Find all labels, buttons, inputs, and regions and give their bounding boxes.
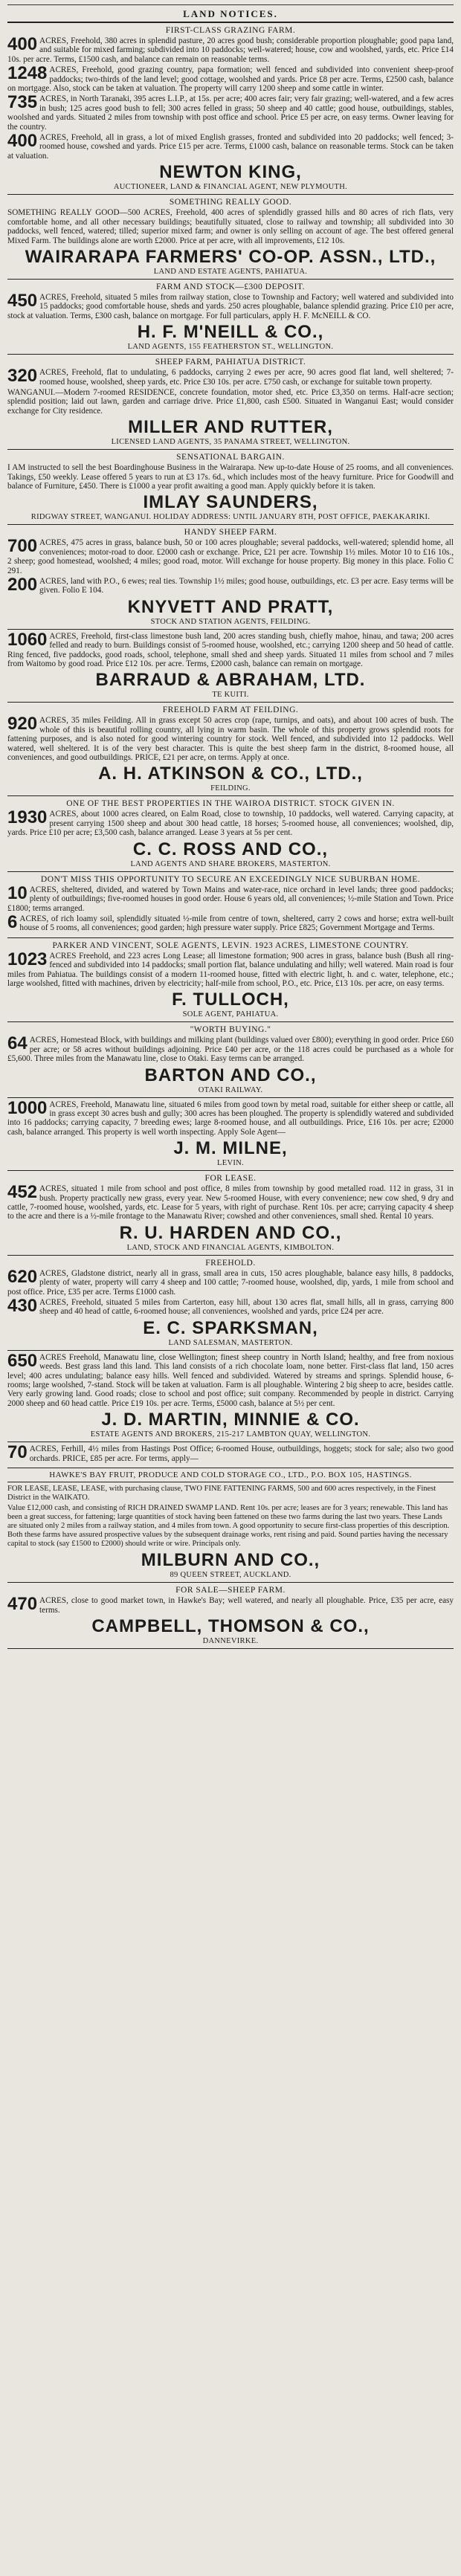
last-ad-text: ACRES, close to good market town, in Hawke's Bay; well watered, and nearly all ploughable. Price, £35 per acre, easy terms. <box>39 1596 454 1615</box>
ad-title: "WORTH BUYING." <box>190 1025 271 1035</box>
land-ad <box>7 525 454 629</box>
agent-name: J. D. MARTIN, MINNIE & CO. <box>101 1410 360 1430</box>
listing-acres-number: 620 <box>7 1266 38 1287</box>
top-rule <box>7 4 454 5</box>
last-ad-num: 470 <box>7 1594 38 1615</box>
listing <box>7 1033 454 1064</box>
listing <box>7 208 454 245</box>
listing-text: ACRES, 475 acres in grass, balance bush, 50 or 100 acres ploughable; several paddocks, well-watered; splendid home, all conveniences; motor-road to door. £2000 cash or exchange. Price, £21 per acre. Township 1½ miles. Motor 10 to £16 10s., 2 sheep; good homestead, woolshed; 4 miles; good road, motor. Will exchange for house property. Big money in this place. Folio C 291. <box>7 538 454 575</box>
agent-name: WAIRARAPA FARMERS' CO-OP. ASSN., LTD., <box>25 246 436 267</box>
ad-title: FOR LEASE. <box>204 1174 257 1184</box>
agent-name: NEWTON KING, <box>159 162 302 183</box>
agent-address: LAND, STOCK AND FINANCIAL AGENTS, KIMBOLTON. <box>126 1243 335 1252</box>
agent-name: C. C. ROSS AND CO., <box>132 839 329 859</box>
agent-name: BARTON AND CO., <box>144 1065 317 1085</box>
land-ad <box>7 23 454 195</box>
agent-address: ESTATE AGENTS AND BROKERS, 215-217 LAMBTON QUAY, WELLINGTON. <box>90 1430 371 1439</box>
agent-name: IMLAY SAUNDERS, <box>143 492 318 513</box>
land-ad <box>7 280 454 355</box>
land-ad <box>7 796 454 871</box>
listing-text: ACRES, land with P.O., 6 ewes; real ties. Township 1½ miles; good house, outbuildings, etc. £3 per acre. Easy terms will be given. Folio E 104. <box>39 577 454 595</box>
listing-text: ACRES, Freehold, Manawatu line, situated 6 miles from good town by metal road, suitable for either sheep or cattle, all in grass except 30 acres bush and gully; 300 acres has been ploughed. The property is splendidly watered and subdivided into 16 paddocks; carrying capacity, 7 breeding ewes; large 8-roomed house, and all outbuildings. Price, £16 10s. per acre; £2000 cash, balance arranged. This property is well worth inspecting. Apply Sole Agent— <box>7 1100 454 1137</box>
land-ad <box>7 1442 454 1468</box>
lease-text: Value £12,000 cash, and consisting of RICH DRAINED SWAMP LAND. Rent 10s. per acre; leases are for 3 years; renewable. This land has been a great success, for fattening; large quantities of stock having been fattened on these two farms during the last two years. These Lands are situated only 2 miles from a railway station, and 4 miles from town. A good opportunity to secure first-class properties of this description. Both these farms have assured prospective values by the subsequent drainage works, rent rising and paid. Sound parties having the necessary capital to stock (say £1500 to £2000) should write or wire. Principals only. <box>7 1504 450 1549</box>
lease-ad <box>7 1482 454 1583</box>
ad-title: DON'T MISS THIS OPPORTUNITY TO SECURE AN EXCEEDINGLY NICE SUBURBAN HOME. <box>40 874 421 884</box>
lease-title: FOR LEASE, LEASE, LEASE, with purchasing clause, TWO FINE FATTENING FARMS, 500 and 600 acres respectively, in the Finest District in the WAIKATO. <box>7 1485 436 1502</box>
listing <box>7 577 454 595</box>
last-ad-title: FOR SALE—SHEEP FARM. <box>175 1586 286 1595</box>
agent-address: LAND AND ESTATE AGENTS, PAHIATUA. <box>153 267 308 276</box>
agent-address: LAND AGENTS, 155 FEATHERSTON ST., WELLINGTON. <box>127 343 334 352</box>
listing <box>7 1444 454 1463</box>
listing-text: ACRES, sheltered, divided, and watered by Town Mains and water-race, nice orchard in level lands; three good paddocks; plenty of outbuildings; five-roomed houses in good order. House 6 years old, all conveniences; ½-mile Station and Town. Price £1800; terms arranged. <box>7 885 454 913</box>
listing <box>7 1266 454 1297</box>
listing <box>7 36 454 64</box>
ad-title: SENSATIONAL BARGAIN. <box>176 453 285 462</box>
land-ad <box>7 1171 454 1256</box>
listing-acres-number: 430 <box>7 1296 38 1317</box>
lease-agent-side: 89 QUEEN STREET, AUCKLAND. <box>170 1571 291 1580</box>
listing-acres-number: 1023 <box>7 949 48 969</box>
listing-text: ACRES Freehold, Manawatu line, close Wellington; finest sheep country in North Island; healthy, and free from noxious weeds. Best grass land this land. This land consists of a rich chocolate loam, none better. First-class flat land, 150 acres level; 400 acres undulating; balance easy hills. Well fenced and subdivided. Watered by streams and springs. Splendid house, 6-rooms; large woolshed, 7-stand. Stock will be taken at valuation. Farm is all ploughable. Wintering 2 big sheep to acre, besides cattle. Very early growing land. Good roads; close to school and post office; suit company. Recommended by people in district. Carrying 2000 sheep and 60 head cattle. Price £19 10s. per acre. Terms, £5000 cash, balance at 5½ per cent. <box>7 1352 454 1408</box>
land-ad <box>7 703 454 796</box>
listing-acres-number: 400 <box>7 34 38 54</box>
agent-address: AUCTIONEER, LAND & FINANCIAL AGENT, NEW PLYMOUTH. <box>113 183 348 192</box>
listing <box>7 388 454 416</box>
land-ad <box>7 195 454 280</box>
listing-text: ACRES, Gladstone district, nearly all in grass, small area in cuts, 150 acres ploughable, balance easy hills, 8 paddocks, plenty of water, property will carry 4 sheep and 100 cattle; 7-roomed house, woolshed, dip, yards, 1 mile from school and post office. Price, £35 per acre. Terms £1000 cash. <box>7 1268 454 1297</box>
listing <box>7 463 454 491</box>
last-agent-name: CAMPBELL, THOMSON & CO., <box>91 1615 370 1636</box>
agent-name: KNYVETT AND PRATT, <box>127 596 334 617</box>
listing-text: ACRES, 35 miles Feilding. All in grass except 50 acres crop (rape, turnips, and oats), and about 100 acres of bush. The whole of this is beautiful rolling country, all lying in warm basin. The whole of this property grows splendid roots for fattening purposes, and is also noted for good wintering country for stock. Well fenced, and subdivided into 12 paddocks. Well watered, well sheltered. It is of the very best character. This is quite the best sheep farm in the district, 8-roomed house, all conveniences, and good outbuildings. PRICE, £21 per acre, on terms. Apply at once. <box>7 716 454 763</box>
listing <box>7 911 454 933</box>
listing <box>7 807 454 838</box>
listing-text: SOMETHING REALLY GOOD—500 ACRES, Freehold, 400 acres of splendidly grassed hills and 80 acres of rich flats, very comfortable home, and all other necessary buildings; beautifully situated, close to railway and township; all subdivided into 30 paddocks, well fenced, watered; tilled; superior mixed farm; and owner is only selling on account of age. The best offered general Mixed Farm. The buildings alone are worth £2000. Price at per acre, with all improvements, £12 10s. <box>7 208 454 245</box>
land-ad <box>7 630 454 703</box>
listing <box>7 1184 454 1221</box>
listing-text: ACRES, Freehold, all in grass, a lot of mixed English grasses, fronted and subdivided into 20 paddocks; well fenced; 3-roomed house, cowshed and yards. Price £15 per acre. Terms, £1000 cash, balance on reasonable terms. Stock can be taken at valuation. <box>7 133 454 161</box>
listing-text: ACRES, Freehold, flat to undulating, 6 paddocks, carrying 2 ewes per acre, 90 acres good flat land, well sheltered; 7-roomed house, woolshed, sheep yards, etc. Price £30 10s. per acre. £750 cash, or exchange for suitable town property. <box>39 368 454 387</box>
listing-text: WANGANUI.—Modern 7-roomed RESIDENCE, concrete foundation, motor shed, etc. Price £3,350 on terms. Half-acre section; splendid position; laid out lawn, garden and carriage drive. Price £1,800, cash £500. Situated in Wanganui East; would consider exchange for City residence. <box>7 387 454 416</box>
listing-text: I AM instructed to sell the best Boardinghouse Business in the Wairarapa. New up-to-date House of 25 rooms, and all conveniences. Takings, £50 weekly. Lease offered 5 years to run at £3 17s. 6d., which includes most of the heavy furniture. Price for Goodwill and balance of Furniture, £450. There is £1000 a year profit awaiting a good man. Apply quickly before it is taken. <box>7 463 454 491</box>
listing-acres-number: 450 <box>7 290 38 311</box>
listing <box>7 65 454 93</box>
agent-name: F. TULLOCH, <box>172 990 289 1010</box>
agent-address: RIDGWAY STREET, WANGANUI. HOLIDAY ADDRESS: UNTIL JANUARY 8TH, POST OFFICE, PAEKAKARIKI. <box>30 513 431 522</box>
listing-text: ACRES Freehold, and 223 acres Long Lease; all limestone formation; 900 acres in grass, balance bush (Bush all ring-fenced and subdivided into 14 paddocks; small portion flat, balance undulating and hilly; well watered. Main road is four miles from Pahiatua. The buildings consist of a modern 11-roomed house, fitted with electric light, h. and c. water, telephone, etc.; large woolshed, fitted with machines, driven by electricity; half-mile from school, P.O., etc. Price, £13 10s. per acre, on easy terms. <box>7 951 454 988</box>
ad-title: FARM AND STOCK—£300 DEPOSIT. <box>156 282 305 291</box>
listing <box>7 368 454 387</box>
listing-text: ACRES, Freehold, first-class limestone bush land, 200 acres standing bush, chiefly mahoe, hinau, and tawa; 200 acres felled and ready to burn. Buildings consist of 5-roomed house, woolshed, etc.; carrying 1200 sheep and 50 head of cattle. Ring fenced, five paddocks, good roads, school, telephone, small shed and sheep yards. Situated 11 miles from school and 7 miles from Waitomo by good road. Price £12 10s. per acre. Terms, £2000 cash, balance can remain on mortgage. <box>7 631 454 669</box>
listing <box>7 1298 454 1317</box>
listing-acres-number: 1248 <box>7 63 48 84</box>
ad-title: FREEHOLD. <box>205 1258 256 1268</box>
listing <box>7 882 454 913</box>
agent-name: BARRAUD & ABRAHAM, LTD. <box>95 670 366 691</box>
listing-text: ACRES, situated 1 mile from school and post office, 8 miles from township by good metalled road. 112 in grass, 31 in bush. Property practically new grass, every year. New 5-roomed House, with every convenience; new cow shed, 9 dry and cattle, 7-roomed house, woolshed, yards, etc. Lease for 5 years, with right of purchase. Rent 10s. per acre; carrying capacity 4 sheep to the acre and there is a ½-mile frontage to the Manawatu River; cowshed and other conveniences, small shed. Rental 10 years. <box>7 1184 454 1221</box>
land-ad <box>7 355 454 450</box>
agent-name: E. C. SPARKSMAN, <box>143 1317 318 1338</box>
land-ad <box>7 872 454 938</box>
page-header: LAND NOTICES. <box>7 7 454 23</box>
listing-acres-number: 1930 <box>7 807 48 828</box>
listing-text: ACRES, of rich loamy soil, splendidly situated ½-mile from centre of town, sheltered, carry 2 cows and horse; extra well-built house of 5 rooms, all conveniences; good garden; high pressure water supply. Price £825; Government Mortgage and Terms. <box>19 914 454 933</box>
agent-address: LICENSED LAND AGENTS, 35 PANAMA STREET, WELLINGTON. <box>111 438 350 447</box>
listing-text: ACRES, Freehold, situated 5 miles from Carterton, easy hill, about 130 acres flat, small hills, all in grass, carrying 800 sheep and 40 head of cattle, 6-roomed house; all conveniences, woolshed and yards, price £24 per acre. <box>39 1298 454 1317</box>
listing-acres-number: 1060 <box>7 629 48 650</box>
hawkes-bay-strip: HAWKE'S BAY FRUIT, PRODUCE AND COLD STORAGE CO., LTD., P.O. BOX 105, HASTINGS. <box>7 1468 454 1482</box>
agent-address: OTAKI RAILWAY. <box>198 1085 263 1094</box>
listing-acres-number: 400 <box>7 131 38 152</box>
listing-text: ACRES, Freehold, situated 5 miles from railway station, close to Township and Factory; well watered and subdivided into 15 paddocks; good comfortable house, sheds and yards. 250 acres ploughable, balance splendid grazing. Price £10 per acre, stock at valuation. Terms, £300 cash, balance on mortgage. For full particulars, apply H. F. McNEILL & CO. <box>7 292 454 320</box>
ad-title: ONE OF THE BEST PROPERTIES IN THE WAIROA DISTRICT. STOCK GIVEN IN. <box>66 799 395 809</box>
last-ad <box>7 1583 454 1649</box>
agent-name: A. H. ATKINSON & CO., LTD., <box>98 764 363 784</box>
last-agent-side: DANNEVIRKE. <box>202 1636 259 1645</box>
listing-text: ACRES, Freehold, good grazing country, papa formation; well fenced and subdivided into convenient sheep-proof paddocks; two-thirds of the land level; good cottage, woolshed and yards. Price £8 per acre. Terms, £2500 cash, balance on mortgage. Also, stock can be taken at valuation. The property will carry 1200 sheep and some cattle in winter. <box>7 65 454 94</box>
ad-title: FREEHOLD FARM AT FEILDING. <box>162 706 299 715</box>
listing-text: ACRES, about 1000 acres cleared, on Ealm Road, close to township, 10 paddocks, well watered. Carrying capacity, at present carrying 1500 sheep and about 300 head cattle, 18 horses; 5-roomed house, all conveniences; woolshed, dip, yards. Price £10 per acre; £3,500 cash, balance arranged. Lease 3 years at 5s per cent. <box>7 810 454 838</box>
listing <box>7 949 454 989</box>
agent-name: MILLER AND RUTTER, <box>128 417 333 438</box>
land-ad <box>7 938 454 1023</box>
listing <box>7 1097 454 1137</box>
listing <box>7 94 454 132</box>
listing-acres-number: 6 <box>7 911 18 932</box>
agent-address: LEVIN. <box>217 1159 244 1168</box>
listing-acres-number: 200 <box>7 575 38 595</box>
listing <box>7 716 454 762</box>
agent-address: TE KUITI. <box>212 691 249 700</box>
listing-acres-number: 650 <box>7 1350 38 1371</box>
land-ad <box>7 1098 454 1172</box>
land-ad <box>7 450 454 525</box>
agent-name: R. U. HARDEN AND CO., <box>119 1222 342 1243</box>
listing-text: ACRES, Homestead Block, with buildings and milking plant (buildings valued over £800); everything in good order. Price £60 per acre; or 58 acres without buildings adjoining. Price £40 per acre, or the 118 acres could be purchased as a whole for £5,600. Three miles from the Manawatu line, close to Otaki. Easy terms can be arranged. <box>7 1036 454 1064</box>
land-ad <box>7 1022 454 1097</box>
listing <box>7 290 454 320</box>
agent-address: SOLE AGENT, PAHIATUA. <box>182 1010 279 1019</box>
land-ad <box>7 1256 454 1351</box>
land-ad <box>7 1351 454 1442</box>
lease-agent-name: MILBURN AND CO., <box>141 1550 320 1571</box>
last-ad-listing <box>7 1596 454 1615</box>
listing-text: ACRES, Freehold, 380 acres in splendid pasture, 20 acres good bush; considerable proportion ploughable; good papa land, and suitable for mixed farming; subdivided into 10 paddocks; well-watered; house, cow and woolshed, yards, etc. Price £14 10s. per acre. Terms, £1500 cash, and balance can remain on reasonable terms. <box>7 36 454 64</box>
ad-title: PARKER AND VINCENT, SOLE AGENTS, LEVIN. 1923 ACRES, LIMESTONE COUNTRY. <box>52 940 409 950</box>
listing <box>7 1350 454 1408</box>
listing-acres-number: 735 <box>7 92 38 113</box>
listing-acres-number: 920 <box>7 714 38 735</box>
listing-acres-number: 70 <box>7 1442 28 1463</box>
listing-acres-number: 700 <box>7 536 38 557</box>
ad-title: HANDY SHEEP FARM. <box>184 528 277 538</box>
listing-acres-number: 452 <box>7 1182 38 1203</box>
agent-address: LAND SALESMAN, MASTERTON. <box>168 1338 293 1347</box>
ad-title: SOMETHING REALLY GOOD. <box>169 198 292 207</box>
listing-acres-number: 64 <box>7 1033 28 1054</box>
agent-address: FEILDING. <box>210 784 251 793</box>
agent-name: H. F. M'NEILL & CO., <box>137 322 324 343</box>
listing-acres-number: 10 <box>7 882 28 903</box>
ad-title: SHEEP FARM, PAHIATUA DISTRICT. <box>155 358 306 367</box>
listing <box>7 133 454 161</box>
listing-text: ACRES, Ferhill, 4½ miles from Hastings Post Office; 6-roomed House, outbuildings, hoggets; stock for sale; also two good orchards. PRICE, £85 per acre. For terms, apply— <box>29 1444 454 1463</box>
listing-text: ACRES, in North Taranaki, 395 acres L.I.P., at 15s. per acre; 400 acres fair; very fair grazing; well-watered, and a few acres in bush; 125 acres good bush to fell; 300 acres felled in grass; 50 sheep and 40 cattle; good house, outbuildings, stables, woolshed and yards. Situated 2 miles from township with post office and school. Price £5 per acre, on easy terms. Owner leaving for the country. <box>7 94 454 132</box>
listing <box>7 629 454 669</box>
listing-acres-number: 1000 <box>7 1097 48 1118</box>
ad-title: FIRST-CLASS GRAZING FARM. <box>165 26 296 35</box>
agent-name: J. M. MILNE, <box>173 1138 288 1159</box>
listing-acres-number: 320 <box>7 366 38 387</box>
agent-address: LAND AGENTS AND SHARE BROKERS, MASTERTON. <box>130 859 331 868</box>
agent-address: STOCK AND STATION AGENTS, FEILDING. <box>150 617 311 626</box>
listing <box>7 538 454 575</box>
ads-column <box>7 23 454 1468</box>
